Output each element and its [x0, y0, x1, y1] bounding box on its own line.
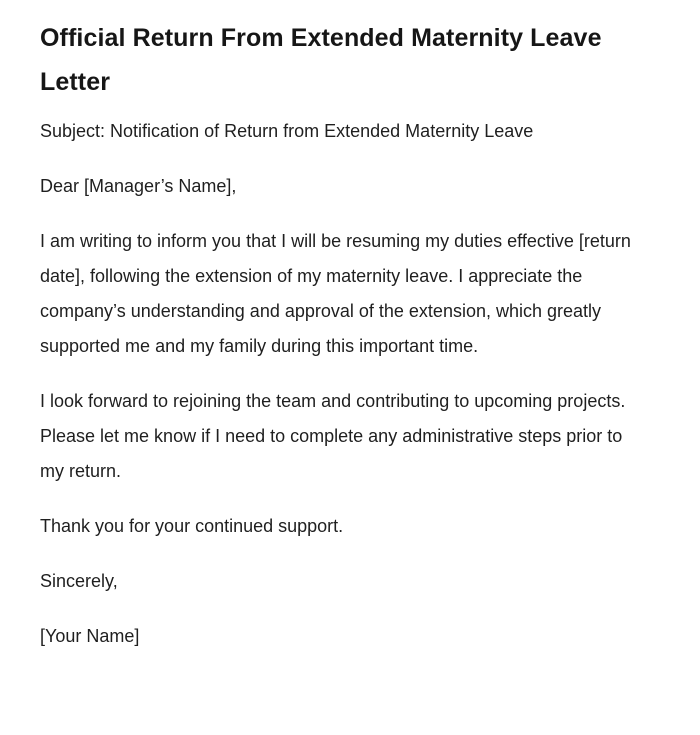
document-title: Official Return From Extended Maternity Leave Letter: [40, 24, 602, 96]
salutation: Dear [Manager’s Name],: [40, 176, 237, 196]
closing-line: Sincerely,: [40, 571, 118, 591]
body-paragraph-1: I am writing to inform you that I will be resuming my duties effective [return date], following the extension of my maternity leave. I appreciate the company’s understanding and approval of the extension, which greatly supported me and my family during this important time.: [40, 231, 631, 356]
thanks-line: Thank you for your continued support.: [40, 516, 344, 536]
signature-placeholder: [Your Name]: [40, 626, 140, 646]
subject-line: Subject: Notification of Return from Extended Maternity Leave: [40, 121, 534, 141]
body-paragraph-2: I look forward to rejoining the team and contributing to upcoming projects. Please let me know if I need to complete any administrative steps prior to my return.: [40, 391, 626, 481]
